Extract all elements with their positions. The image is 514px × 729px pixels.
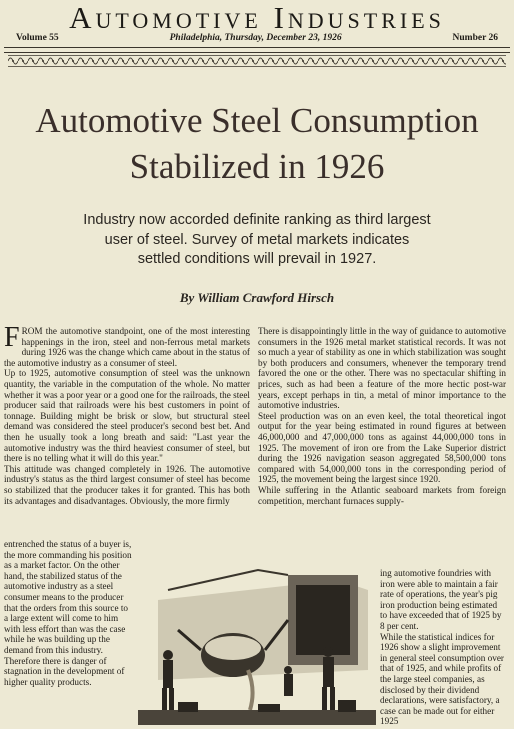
issue-date: Philadelphia, Thursday, December 23, 1926 [169,33,342,43]
left-paragraph-3: This attitude was changed completely in 1926. The automotive industry's status as the third largest consumer of steel has become so stabilized that the producer takes it for granted. This has both its advantages and disadvantages. Obviously, the more firmly [4,463,250,506]
drop-cap: F [4,322,20,353]
left-column [4,322,251,506]
left-paragraph-1 [4,322,251,368]
deck-line-1: Industry now accorded definite ranking as third largest [83,212,431,228]
lead-word: ROM [21,326,43,336]
left-paragraph-3-continued: entrenched the status of a buyer is, the more commanding his position as a market factor. On the other hand, the stabilized status of the automotive industry as a steel consumer means to the producer that the orders from this source to a large extent will come to him with less effort than was the case while he was building up the demand from this industry. Therefore there is danger of stagnation in the development of higher quality products. [4,539,132,687]
left-column-wrap [4,539,134,687]
right-column-wrap [380,568,506,727]
second-rule [4,52,510,53]
article-title [0,98,514,190]
right-paragraph-4: While the statistical indices for 1926 show a slight improvement in general steel consumption over that of 1925, and while profits of the large steel companies, as disclosed by their dividend declarations, were satisfactory, a case can be made out for either 1925 [380,631,504,727]
right-paragraph-3-continued: ing automotive foundries with iron were able to maintain a fair rate of operations, the year's pig iron production being estimated to have exceeded that of 1925 by 8 per cent. [380,568,502,631]
article-title-line-2: Stabilized in 1926 [129,147,385,186]
issue-number: Number 26 [452,33,498,43]
right-paragraph-3: While suffering in the Atlantic seaboard markets from foreign competition, merchant furnaces supply- [258,484,506,506]
left-paragraph-1-text: the automotive standpoint, one of the most interesting happenings in the iron, steel and non-ferrous metal markets during 1926 was the change which came about in the status of the automotive industry as a consumer of steel. [4,326,251,368]
publication-title: Automotive Industries [69,0,445,35]
volume-label: Volume 55 [16,33,59,43]
article-title-line-1: Automotive Steel Consumption [35,101,479,140]
deck-line-2: user of steel. Survey of metal markets indicates [104,231,410,248]
left-paragraph-2: Up to 1925, automotive consumption of steel was the unknown quantity, the variable in the computation of the whole. No matter whether it was a poor year or a good one for the railroads, the steel producer said that railroads were his best customers in point of tonnage. Building might be brisk or slow, but structural steel demand was considered the steel producer's second best bet. And then he usually took a long breath and said: "Last year the automotive industry was the third heaviest consumer of steel, but there is no telling what it will do this year." [4,368,250,464]
deck-line-3: settled conditions will prevail in 1927. [137,251,377,267]
steel-mill-illustration [138,560,376,725]
top-rule [4,47,510,48]
right-paragraph-2: Steel production was on an even keel, the total theoretical ingot output for the year being estimated in round figures at between 46,000,000 and 47,000,000 tons as against 44,000,000 tons in 1925. The movement of iron ore from the Lake Superior district during the 1926 navigation season aggregated 58,500,000 tons compared with 54,000,000 tons in the corresponding period of 1925, the movement being the largest since 1920. [258,410,506,485]
right-paragraph-1: There is disappointingly little in the way of guidance to automotive consumers in the 1926 metal market statistical records. It was not so much a year of stability as one in which stabilization was sought by both producers and consumers, whenever the temporary trend favored the one or the other. There was no spectacular shifting in prices, such as had been a feature of the more hectic post-war years, except perhaps in tin, a metal of minor importance to the automotive industries. [258,326,506,411]
article-deck [40,211,474,270]
dateline-bar [16,33,498,43]
right-column [258,326,506,506]
byline: By William Crawford Hirsch [179,290,335,305]
ornamental-border [8,55,506,67]
